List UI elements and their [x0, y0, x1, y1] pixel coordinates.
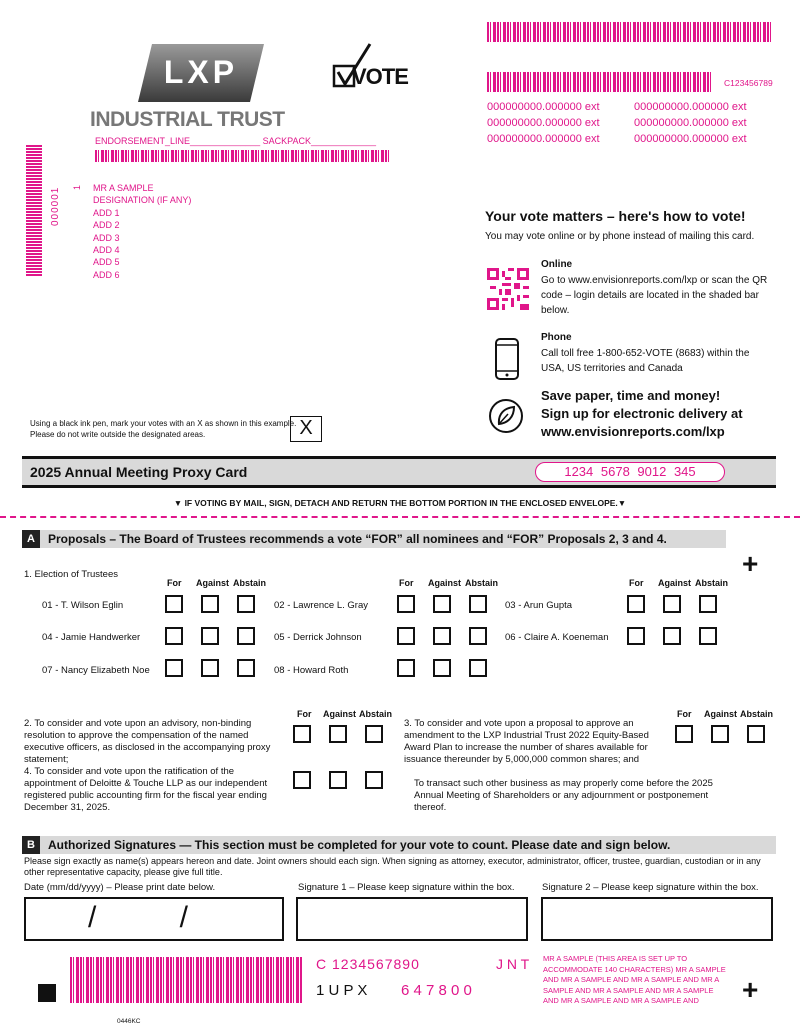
save-text-1: Save paper, time and money!: [541, 388, 721, 403]
nominee-03-for-checkbox[interactable]: [627, 595, 645, 613]
nominee-01-abstain-checkbox[interactable]: [237, 595, 255, 613]
example-x-box: X: [290, 416, 322, 442]
online-title: Online: [541, 259, 573, 270]
nominee-06-for-checkbox[interactable]: [627, 627, 645, 645]
proposal-4-for-checkbox[interactable]: [293, 771, 311, 789]
header-for: For: [167, 578, 182, 588]
section-b-title: Authorized Signatures — This section must be completed for your vote to count. Please date and sign below.: [48, 838, 671, 852]
ext-code: 000000000.000000 ext: [634, 101, 747, 113]
address-line: ADD 1: [93, 207, 120, 218]
nominee-02-against-checkbox[interactable]: [433, 595, 451, 613]
nominee-02-abstain-checkbox[interactable]: [469, 595, 487, 613]
phone-title: Phone: [541, 332, 572, 343]
detach-instruction: ▼ IF VOTING BY MAIL, SIGN, DETACH AND RETURN THE BOTTOM PORTION IN THE ENCLOSED ENVELOPE.▼: [173, 498, 627, 508]
footer-sample-text: MR A SAMPLE (THIS AREA IS SET UP TO ACCOMMODATE 140 CHARACTERS) MR A SAMPLE AND MR A SAMPLE AND MR A SAMPLE AND MR A SAMPLE AND MR A SAMPLE AND MR A SAMPLE AND MR A SAMPLE AND MR A SAMPLE AND: [543, 954, 726, 1005]
nominee-label: 08 - Howard Roth: [274, 665, 349, 676]
nominee-07-for-checkbox[interactable]: [165, 659, 183, 677]
proposal-2-text: 2. To consider and vote upon an advisory, non-binding resolution to approve the compensation of the named executive officers, as disclosed in the accompanying proxy statement;: [24, 718, 271, 765]
postal-barcode: [95, 150, 389, 162]
nominee-08-against-checkbox[interactable]: [433, 659, 451, 677]
side-barcode: [26, 145, 42, 277]
control-code-small: C123456789: [724, 78, 773, 88]
address-line: ADD 4: [93, 245, 120, 256]
proposal-3-text: 3. To consider and vote upon a proposal to approve an amendment to the LXP Industrial Trust 2022 Equity-Based Award Plan to increase the number of shares available for issuance thereunder by 5,000,000 common shares; and: [404, 718, 649, 765]
ext-code: 000000000.000000 ext: [487, 101, 600, 113]
nominee-label: 06 - Claire A. Koeneman: [505, 632, 609, 643]
proposal-2-abstain-checkbox[interactable]: [365, 725, 383, 743]
header-for: For: [399, 578, 414, 588]
online-text: Go to www.envisionreports.com/lxp or scan the QR code – login details are located in the shaded bar below.: [541, 275, 768, 316]
other-business-text: To transact such other business as may properly come before the 2025 Annual Meeting of Shareholders or any adjournment or postponement thereof.: [414, 778, 713, 813]
ink-instruction-2: Please do not write outside the designated areas.: [30, 430, 206, 439]
address-line: MR A SAMPLE: [93, 183, 154, 193]
form-code: 0446KC: [117, 1018, 141, 1025]
section-a-title: Proposals – The Board of Trustees recommends a vote “FOR” all nominees and “FOR” Proposals 2, 3 and 4.: [48, 532, 667, 546]
save-text-3: www.envisionreports.com/lxp: [541, 424, 725, 439]
nominee-label: 02 - Lawrence L. Gray: [274, 600, 368, 611]
signature-2-box[interactable]: [541, 897, 773, 941]
header-abstain: Abstain: [695, 578, 729, 588]
header-against: Against: [704, 709, 738, 719]
header-against: Against: [658, 578, 692, 588]
header-for: For: [297, 709, 312, 719]
footer-control: C 1234567890: [316, 956, 420, 972]
nominee-label: 07 - Nancy Elizabeth Noe: [42, 665, 150, 676]
nominee-07-against-checkbox[interactable]: [201, 659, 219, 677]
company-name: INDUSTRIAL TRUST: [90, 108, 285, 131]
save-text-2: Sign up for electronic delivery at: [541, 406, 743, 421]
header-abstain: Abstain: [233, 578, 267, 588]
nominee-04-for-checkbox[interactable]: [165, 627, 183, 645]
proxy-card-title: 2025 Annual Meeting Proxy Card: [30, 464, 248, 480]
header-for: For: [677, 709, 692, 719]
nominee-07-abstain-checkbox[interactable]: [237, 659, 255, 677]
proposal-4-text: 4. To consider and vote upon the ratification of the appointment of Deloitte & Touche LLP as our independent registered public accounting firm for the fiscal year ending December 31, 2025.: [24, 766, 268, 813]
ext-code: 000000000.000000 ext: [487, 133, 600, 145]
plus-mark: +: [742, 548, 759, 579]
proxy-bar: [22, 456, 776, 488]
phone-text: Call toll free 1-800-652-VOTE (8683) within the USA, US territories and Canada: [541, 348, 750, 374]
header-against: Against: [323, 709, 357, 719]
date-label: Date (mm/dd/yyyy) – Please print date below.: [24, 882, 216, 893]
nominee-04-against-checkbox[interactable]: [201, 627, 219, 645]
detach-line: [0, 516, 800, 518]
vote-info-title: Your vote matters – here's how to vote!: [485, 208, 746, 224]
proposal-4-against-checkbox[interactable]: [329, 771, 347, 789]
side-small-number: 1: [72, 184, 82, 190]
signature-1-label: Signature 1 – Please keep signature within the box.: [298, 882, 515, 893]
nominee-label: 01 - T. Wilson Eglin: [42, 600, 124, 611]
top-barcode: [487, 22, 771, 42]
corner-mark: [38, 984, 56, 1002]
nominee-08-abstain-checkbox[interactable]: [469, 659, 487, 677]
section-a-tag: A: [22, 530, 40, 548]
footer-upx: 1 U P X: [316, 982, 368, 999]
nominee-05-against-checkbox[interactable]: [433, 627, 451, 645]
ink-instruction: Using a black ink pen, mark your votes with an X as shown in this example.: [30, 419, 297, 428]
proposal-2-for-checkbox[interactable]: [293, 725, 311, 743]
address-block: [93, 182, 191, 281]
nominee-06-against-checkbox[interactable]: [663, 627, 681, 645]
signature-1-box[interactable]: [296, 897, 528, 941]
header-abstain: Abstain: [359, 709, 393, 719]
footer-jnt: J N T: [496, 956, 530, 972]
header-abstain: Abstain: [740, 709, 774, 719]
footer-plus-mark: +: [742, 974, 759, 1005]
logo-text: LXP: [163, 54, 239, 90]
nominee-05-for-checkbox[interactable]: [397, 627, 415, 645]
section-b-bar: [22, 836, 776, 854]
ext-code: 000000000.000000 ext: [487, 117, 600, 129]
nominee-04-abstain-checkbox[interactable]: [237, 627, 255, 645]
nominee-03-abstain-checkbox[interactable]: [699, 595, 717, 613]
proposal-2-against-checkbox[interactable]: [329, 725, 347, 743]
address-line: ADD 2: [93, 220, 120, 231]
vote-info-subtitle: You may vote online or by phone instead of mailing this card.: [485, 231, 755, 242]
header-against: Against: [196, 578, 230, 588]
proxy-number: 1234 5678 9012 345: [535, 462, 725, 482]
address-line: DESIGNATION (IF ANY): [93, 195, 192, 206]
nominee-label: 03 - Arun Gupta: [505, 600, 573, 611]
ext-code: 000000000.000000 ext: [634, 133, 747, 145]
phone-icon: [494, 337, 520, 381]
ext-code: 000000000.000000 ext: [634, 117, 747, 129]
address-line: ADD 3: [93, 232, 120, 243]
nominee-06-abstain-checkbox[interactable]: [699, 627, 717, 645]
election-label: 1. Election of Trustees: [24, 569, 118, 580]
section-b-tag: B: [22, 836, 40, 854]
header-against: Against: [428, 578, 462, 588]
vote-logo-text: VOTE: [352, 64, 408, 89]
address-line: ADD 5: [93, 257, 120, 268]
proposal-3-for-checkbox[interactable]: [675, 725, 693, 743]
lxp-logo: [138, 44, 264, 102]
nominee-01-for-checkbox[interactable]: [165, 595, 183, 613]
date-field[interactable]: [24, 897, 284, 941]
qr-code-icon: [487, 268, 529, 310]
nominee-label: 05 - Derrick Johnson: [274, 632, 362, 643]
nominee-01-against-checkbox[interactable]: [201, 595, 219, 613]
header-for: For: [629, 578, 644, 588]
nominee-label: 04 - Jamie Handwerker: [42, 632, 141, 643]
nominee-03-against-checkbox[interactable]: [663, 595, 681, 613]
footer-barcode: [70, 957, 302, 1003]
signature-2-label: Signature 2 – Please keep signature within the box.: [542, 882, 759, 893]
nominee-02-for-checkbox[interactable]: [397, 595, 415, 613]
proposal-4-abstain-checkbox[interactable]: [365, 771, 383, 789]
date-slashes: / /: [88, 901, 189, 934]
proposal-3-abstain-checkbox[interactable]: [747, 725, 765, 743]
nominee-08-for-checkbox[interactable]: [397, 659, 415, 677]
section-a-bar: [22, 530, 726, 548]
header-abstain: Abstain: [465, 578, 499, 588]
nominee-05-abstain-checkbox[interactable]: [469, 627, 487, 645]
proposal-3-against-checkbox[interactable]: [711, 725, 729, 743]
endorsement-line: ENDORSEMENT_LINE______________ SACKPACK_____________: [95, 136, 377, 146]
leaf-icon: [488, 398, 524, 434]
side-number: 000001: [50, 186, 61, 226]
control-barcode: [487, 72, 711, 92]
vote-logo: [332, 42, 412, 92]
footer-code: 6 4 7 8 0 0: [401, 982, 472, 999]
address-line: ADD 6: [93, 269, 120, 280]
signature-instructions: Please sign exactly as name(s) appears hereon and date. Joint owners should each sign. When signing as attorney, executor, administrator, officer, trustee, guardian, custodian or in any other representative capacity, please give full title.: [24, 856, 761, 877]
